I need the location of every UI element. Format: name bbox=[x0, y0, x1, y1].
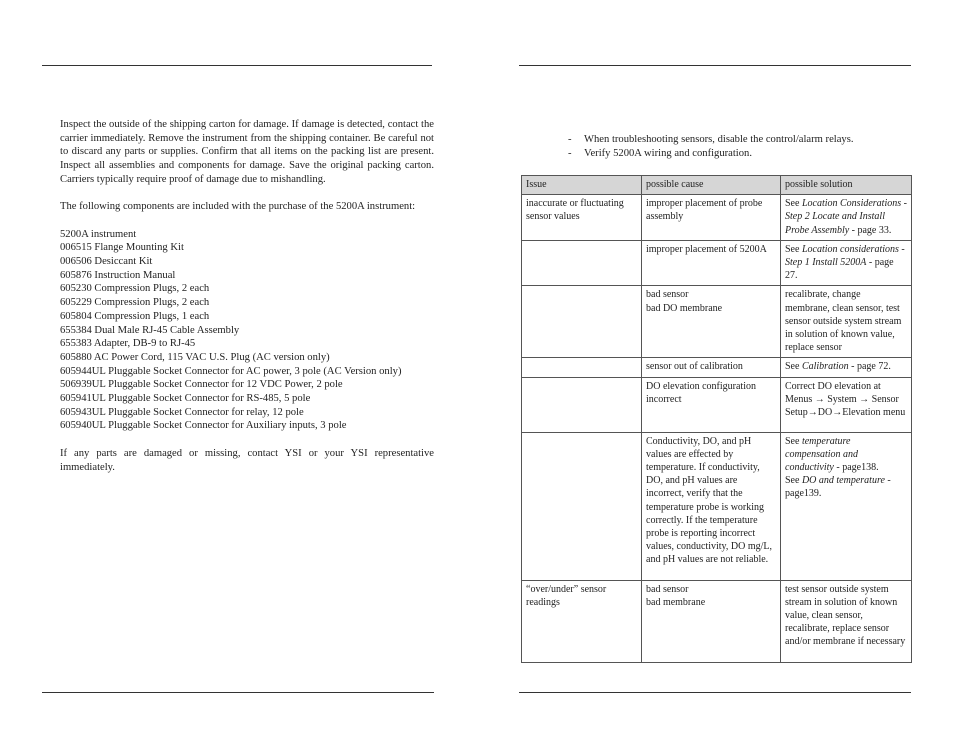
table-row bbox=[522, 358, 912, 377]
list-item: 605880 AC Power Cord, 115 VAC U.S. Plug (AC version only) bbox=[60, 351, 330, 363]
cause-cell: DO elevation configuration incorrect bbox=[642, 377, 781, 432]
solution-reference: temperature compensation and conductivity - bbox=[785, 435, 859, 474]
solution-reference: Calibration bbox=[801, 361, 849, 373]
tip-item: - Verify 5200A wiring and configuration. bbox=[568, 148, 752, 159]
list-item: 605943UL Pluggable Socket Connector for relay, 12 pole bbox=[60, 406, 304, 418]
right-header-rule bbox=[519, 65, 911, 66]
cause-cell: improper placement of 5200A bbox=[642, 240, 781, 286]
left-header-rule bbox=[42, 65, 432, 66]
list-item: 605804 Compression Plugs, 1 each bbox=[60, 310, 210, 322]
tip-text: When troubleshooting sensors, disable the control/alarm relays. bbox=[584, 134, 854, 145]
issue-cell: “over/under” sensor readings bbox=[522, 580, 642, 662]
list-item: 006506 Desiccant Kit bbox=[60, 256, 153, 267]
cause-cell: sensor out of calibration bbox=[642, 358, 781, 377]
inspection-paragraph: Inspect the outside of the shipping carton for damage. If damage is detected, contact the carrier immediately. Remove the instrument from the shipping container. Be careful not to discard any parts or supplies. Confirm that all items on the packing list are present. Inspect all assemblies and components for damage. Save the original packing carton. Carriers typically require proof of damage due to mishandling. bbox=[60, 119, 434, 185]
solution-text: See bbox=[785, 475, 802, 487]
issue-cell bbox=[522, 240, 642, 286]
table-row bbox=[522, 195, 912, 241]
issue-cell bbox=[522, 377, 642, 432]
header-solution: possible solution bbox=[781, 176, 912, 195]
list-item: 006515 Flange Mounting Kit bbox=[60, 242, 184, 254]
solution-reference: DO and temperature - bbox=[801, 475, 891, 487]
issue-cell bbox=[522, 286, 642, 358]
parts-list bbox=[60, 228, 434, 434]
table-row bbox=[522, 377, 912, 432]
solution-page: - page 33. bbox=[849, 224, 892, 236]
solution-page: - page 72. bbox=[848, 361, 891, 373]
solution-cell bbox=[781, 358, 912, 377]
table-row bbox=[522, 286, 912, 358]
solution-reference: Location considerations - Step 1 Install 5200A bbox=[785, 243, 905, 269]
solution-cell: recalibrate, change membrane, clean sensor, test sensor outside system stream in solution of known value, replace sensor bbox=[781, 286, 912, 358]
solution-cell: Correct DO elevation at Menus → System → Sensor Setup→DO→Elevation menu bbox=[781, 377, 912, 432]
solution-page: page138. bbox=[839, 462, 879, 474]
cause-cell: improper placement of probe assembly bbox=[642, 195, 781, 241]
cause-cell: Conductivity, DO, and pH values are effected by temperature. If conductivity, DO, and pH values are incorrect, verify that the temperature probe is working correctly. If the temperature probe is reporting incorrect values, conductivity, DO mg/L, and pH values are not reliable. bbox=[642, 432, 781, 580]
solution-text: See bbox=[785, 435, 802, 447]
solution-cell bbox=[781, 240, 912, 286]
cause-cell bbox=[642, 286, 781, 358]
list-item: 605944UL Pluggable Socket Connector for AC power, 3 pole (AC Version only) bbox=[60, 365, 402, 377]
components-intro: The following components are included with the purchase of the 5200A instrument: bbox=[60, 201, 416, 213]
list-item: 655383 Adapter, DB-9 to RJ-45 bbox=[60, 338, 196, 350]
table-header-row bbox=[522, 176, 912, 195]
troubleshooting-tips bbox=[568, 133, 853, 161]
solution-reference: Location Considerations - Step 2 Locate and Install Probe Assembly bbox=[785, 198, 907, 236]
issue-cell bbox=[522, 358, 642, 377]
solution-block bbox=[785, 474, 907, 500]
left-footer-rule bbox=[42, 692, 434, 693]
cause-line: bad sensor bbox=[646, 583, 689, 595]
tip-text: Verify 5200A wiring and configuration. bbox=[584, 148, 752, 159]
troubleshooting-table bbox=[521, 175, 912, 663]
issue-cell: inaccurate or fluctuating sensor values bbox=[522, 195, 642, 241]
list-item: 605941UL Pluggable Socket Connector for RS-485, 5 pole bbox=[60, 393, 311, 405]
list-item: 605940UL Pluggable Socket Connector for Auxiliary inputs, 3 pole bbox=[60, 420, 347, 432]
cause-line: bad DO membrane bbox=[646, 302, 723, 314]
closing-paragraph: If any parts are damaged or missing, contact YSI or your YSI representative immediately. bbox=[60, 447, 434, 473]
table-row bbox=[522, 580, 912, 662]
table-row bbox=[522, 240, 912, 286]
cause-cell bbox=[642, 580, 781, 662]
list-item: 605229 Compression Plugs, 2 each bbox=[60, 297, 210, 309]
table-row bbox=[522, 432, 912, 580]
solution-cell: test sensor outside system stream in solution of known value, clean sensor, recalibrate, replace sensor and/or membrane if necessary bbox=[781, 580, 912, 662]
solution-text: See bbox=[785, 361, 802, 373]
left-page bbox=[60, 118, 434, 474]
tip-item: - When troubleshooting sensors, disable the control/alarm relays. bbox=[568, 134, 854, 145]
solution-cell bbox=[781, 432, 912, 580]
header-cause: possible cause bbox=[642, 176, 781, 195]
list-item: 5200A instrument bbox=[60, 228, 137, 240]
solution-page: - page 27. bbox=[785, 257, 894, 282]
solution-text: See bbox=[785, 243, 802, 255]
list-item: 605230 Compression Plugs, 2 each bbox=[60, 283, 210, 295]
list-item: 605876 Instruction Manual bbox=[60, 269, 176, 281]
issue-cell bbox=[522, 432, 642, 580]
cause-line: bad sensor bbox=[646, 289, 689, 301]
header-issue: Issue bbox=[522, 176, 642, 195]
solution-block bbox=[785, 435, 907, 475]
list-item: 506939UL Pluggable Socket Connector for 12 VDC Power, 2 pole bbox=[60, 379, 343, 391]
solution-cell bbox=[781, 195, 912, 241]
cause-line: bad membrane bbox=[646, 596, 706, 608]
list-item: 655384 Dual Male RJ-45 Cable Assembly bbox=[60, 324, 240, 336]
solution-page: page139. bbox=[785, 488, 822, 500]
right-footer-rule bbox=[519, 692, 911, 693]
solution-text: See bbox=[785, 198, 802, 210]
